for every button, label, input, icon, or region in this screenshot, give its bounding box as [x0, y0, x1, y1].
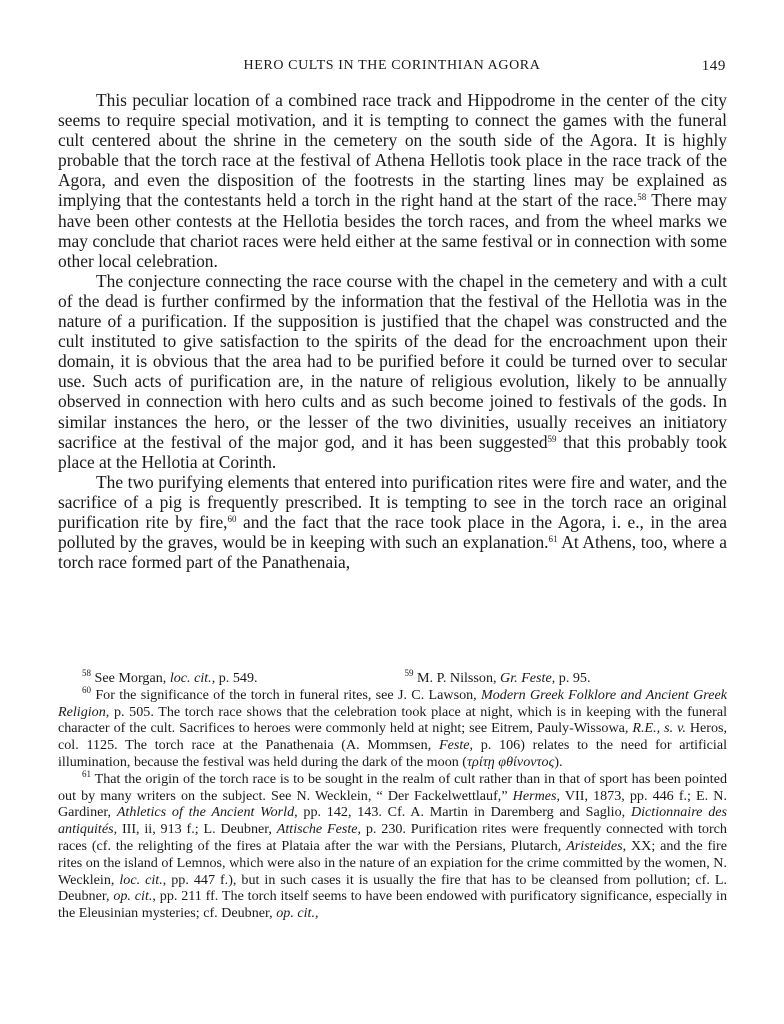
footnote-ref-61[interactable]: 61 [548, 534, 558, 545]
footnote-ref-59[interactable]: 59 [547, 433, 557, 444]
footnote-60: $^{60}$ For the significance of the torch in funeral rites, see J. C. Lawson, Modern Greek Folklore and Ancient Greek Religion, p. 505. The torch race shows that the celebration took place at night, which is in keeping with the funeral character of the cult. Sacrifices to heroes were commonly held at night; see Eitrem, Pauly-Wissowa, R.E., s. v. Heros, col. 1125. The torch race at the Panathenaia (A. Mommsen, Feste, p. 106) relates to the need for artificial illumination, because the festival was held during the dark of the moon (τρίτῃ φθίνοντος). [58, 684, 727, 770]
paragraph-3: The two purifying elements that entered into purification rites were fire and water, and the sacrifice of a pig is frequently prescribed. It is tempting to see in the torch race an original purification rite by fire,$^{60}$ and the fact that the race took place in the Agora, i. e., in the area polluted by the graves, would be in keeping with such an explanation.$^{61}$ At Athens, too, where a torch race formed part of the Panathenaia, [58, 471, 728, 573]
paragraph-1: This peculiar location of a combined race track and Hippodrome in the center of the city seems to require special motivation, and it is tempting to connect the games with the funeral cult centered about the shrine in the cemetery on the south side of the Agora. It is highly probable that the torch race at the festival of Athena Hellotis took place in the race track of the Agora, and even the disposition of the footrests in the starting lines may be explained as implying that the contestants held a torch in the right hand at the start of the race.$^{58}$ There may have been other contests at the Hellotia besides the torch races, and from the wheel marks we may conclude that chariot races were held either at the same festival or in connection with some other local celebration. [58, 90, 727, 271]
footnote-58: $^{58}$ See Morgan, loc. cit., p. 549. [82, 668, 258, 686]
footnotes [58, 670, 727, 922]
page-header [58, 58, 726, 78]
running-title: HERO CULTS IN THE CORINTHIAN AGORA [243, 58, 541, 73]
paragraph-2: The conjecture connecting the race course with the chapel in the cemetery and with a cult of the dead is further confirmed by the information that the festival of the Hellotia was in the nature of a purification. If the supposition is justified that the chapel was constructed and the cult instituted to give satisfaction to the spirits of the dead for the encroachment upon their domain, it is obvious that the area had to be purified before it could be turned over to secular use. Such acts of purification are, in the nature of religious evolution, likely to be annually observed in connection with hero cults and as such become joined to festivals of the gods. In similar instances the hero, or the lesser of the two divinities, usually receives an initiatory sacrifice at the festival of the major god, and it has been suggested$^{59}$ that this probably took place at the Hellotia at Corinth. [58, 270, 727, 472]
footnote-59: $^{59}$ M. P. Nilsson, Gr. Feste, p. 95. [404, 668, 591, 686]
footnote-row-58-59 [58, 670, 727, 687]
footnote-61: $^{61}$ That the origin of the torch race is to be sought in the realm of cult rather than in that of sport has been pointed out by many writers on the subject. See N. Wecklein, “ Der Fackelwettlauf,” Hermes, VII, 1873, pp. 446 f.; E. N. Gardiner, Athletics of the Ancient World, pp. 142, 143. Cf. A. Martin in Daremberg and Saglio, Dictionnaire des antiquités, III, ii, 913 f.; L. Deubner, Attische Feste, p. 230. Purification rites were frequently connected with torch races (cf. the relighting of the fires at Plataia after the war with the Persians, Plutarch, Aristeides, XX; and the fire rites on the island of Lemnos, which were also in the nature of an expiation for the crime committed by the women, N. Wecklein, loc. cit., pp. 447 f.), but in such cases it is usually the fire that has to be cleansed from pollution; cf. L. Deubner, op. cit., pp. 211 ff. The torch itself seems to have been endowed with purificatory significance, especially in the Eleusinian mysteries; cf. Deubner, op. cit., [58, 768, 728, 922]
footnote-ref-60[interactable]: 60 [227, 513, 237, 524]
page-number: 149 [701, 58, 726, 74]
footnote-ref-58[interactable]: 58 [637, 192, 647, 203]
body-text [58, 90, 727, 572]
